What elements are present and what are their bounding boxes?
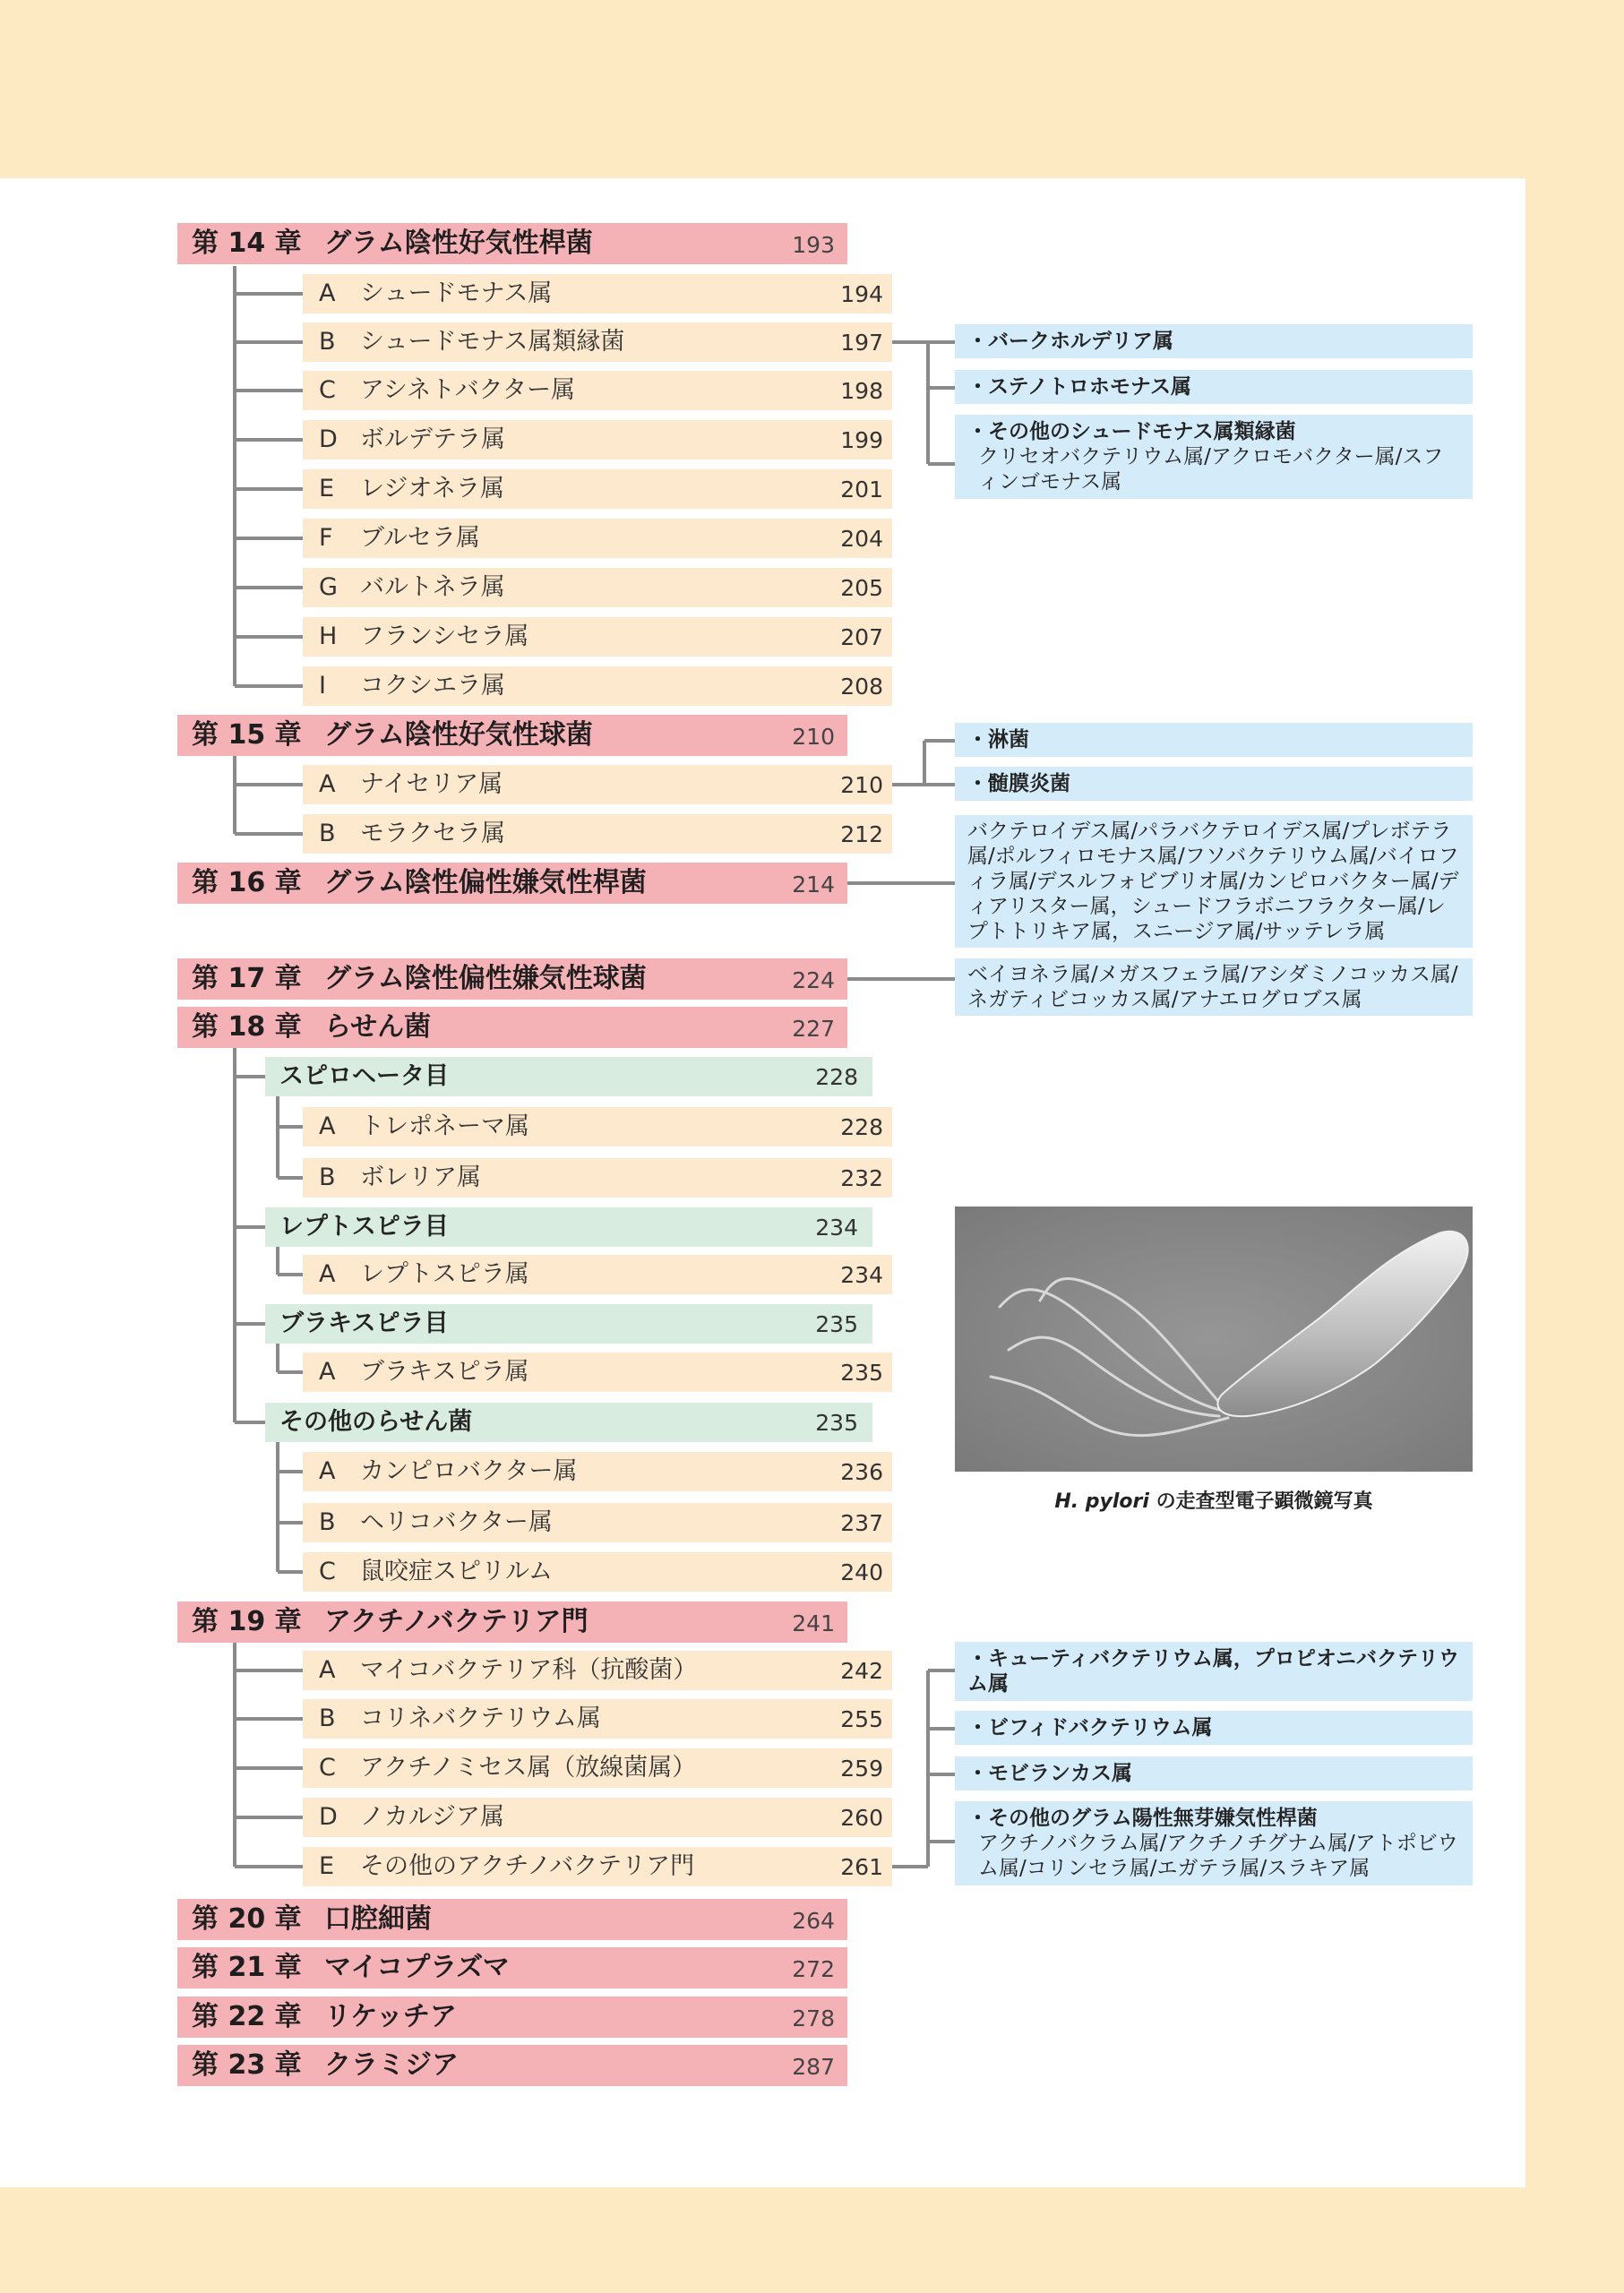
section-title: シュードモナス属 — [360, 279, 553, 307]
section-title: コクシエラ属 — [360, 672, 505, 700]
page-number: 228 — [840, 1114, 883, 1140]
chapter-title: グラム陰性偏性嫌気性球菌 — [324, 963, 647, 994]
page-number: 212 — [840, 821, 883, 847]
chapter-17-heading[interactable] — [177, 958, 847, 1000]
chapter-title: グラム陰性偏性嫌気性桿菌 — [324, 867, 647, 898]
caption-text: の走査型電子顕微鏡写真 — [1148, 1490, 1373, 1513]
chapter-14-heading[interactable] — [177, 223, 847, 264]
page-number: 237 — [840, 1510, 883, 1536]
page-number: 198 — [840, 378, 883, 404]
note-bifidobacterium — [955, 1711, 1473, 1745]
section-letter: I — [319, 672, 326, 700]
page-number: 210 — [792, 724, 835, 750]
note-heading: ・ステノトロホモナス属 — [967, 375, 1192, 399]
page-number: 240 — [840, 1559, 883, 1585]
chapter-22-heading[interactable] — [177, 1997, 847, 2038]
note-heading: ・バークホルデリア属 — [967, 330, 1173, 353]
section-entry[interactable] — [303, 617, 892, 657]
note-burkholderia — [955, 324, 1473, 358]
note-meningococcus — [955, 767, 1473, 801]
note-heading: ・淋菌 — [967, 728, 1029, 751]
note-mobiluncus — [955, 1756, 1473, 1791]
page-number: 236 — [840, 1459, 883, 1485]
section-title: 鼠咬症スピリルム — [360, 1558, 553, 1585]
section-title: モラクセラ属 — [360, 820, 505, 847]
chapter-title: アクチノバクテリア門 — [324, 1606, 589, 1637]
page-number: 278 — [792, 2005, 835, 2031]
section-title: ヘリコバクター属 — [360, 1508, 553, 1536]
order-title: その他のらせん菌 — [279, 1408, 473, 1436]
chapter-number: 第 16 章 — [192, 867, 302, 898]
section-letter: A — [319, 1260, 336, 1288]
note-anaerobic-rods — [955, 815, 1473, 948]
chapter-title: マイコプラズマ — [324, 1952, 510, 1983]
section-title: マイコバクテリア科（抗酸菌） — [360, 1656, 698, 1684]
order-leptospirales[interactable] — [265, 1207, 872, 1247]
page-number: 208 — [840, 674, 883, 700]
section-title: ボレリア属 — [360, 1164, 481, 1191]
page-number: 264 — [792, 1908, 835, 1934]
section-title: ブルセラ属 — [360, 524, 480, 552]
page-number: 194 — [840, 281, 883, 307]
section-entry[interactable] — [303, 469, 892, 509]
section-title: フランシセラ属 — [360, 623, 529, 650]
page-number: 232 — [840, 1165, 883, 1191]
section-entry[interactable] — [303, 1552, 892, 1592]
page-number: 260 — [840, 1805, 883, 1831]
note-heading: ・その他のグラム陽性無芽嫌気性桿菌 — [967, 1807, 1318, 1830]
chapter-19-heading[interactable] — [177, 1602, 847, 1643]
note-heading: ・モビランカス属 — [967, 1762, 1132, 1785]
page-number: 235 — [815, 1410, 858, 1436]
note-heading: ・キューティバクテリウム属，プロピオニバクテリウム属 — [967, 1647, 1460, 1696]
chapter-number: 第 17 章 — [192, 963, 302, 994]
note-other-pseudomonas-related — [955, 415, 1473, 499]
page-number: 287 — [792, 2054, 835, 2080]
section-entry[interactable] — [303, 1353, 892, 1392]
h-pylori-sem-photo — [955, 1207, 1473, 1472]
section-entry[interactable] — [303, 666, 892, 706]
chapter-title: グラム陰性好気性桿菌 — [324, 228, 593, 259]
section-title: ナイセリア属 — [360, 770, 503, 798]
section-letter: B — [319, 1508, 336, 1536]
chapter-number: 第 14 章 — [192, 228, 302, 259]
section-entry[interactable] — [303, 1847, 892, 1886]
section-letter: C — [319, 1754, 336, 1782]
section-title: レプトスピラ属 — [360, 1260, 529, 1288]
page-number: 207 — [840, 624, 883, 650]
chapter-number: 第 20 章 — [192, 1903, 302, 1935]
page-number: 204 — [840, 526, 883, 552]
page-number: 235 — [840, 1360, 883, 1386]
section-entry[interactable] — [303, 519, 892, 558]
page-number: 272 — [792, 1956, 835, 1982]
chapter-number: 第 19 章 — [192, 1606, 302, 1637]
chapter-title: グラム陰性好気性球菌 — [324, 719, 593, 751]
section-entry[interactable] — [303, 1748, 892, 1788]
order-other-spiral[interactable] — [265, 1403, 872, 1442]
section-title: バルトネラ属 — [360, 573, 505, 601]
photo-caption — [955, 1486, 1473, 1514]
page-number: 255 — [840, 1706, 883, 1732]
section-letter: C — [319, 376, 336, 404]
chapter-20-heading[interactable] — [177, 1899, 847, 1940]
chapter-number: 第 23 章 — [192, 2049, 302, 2081]
section-letter: B — [319, 820, 336, 847]
section-letter: H — [319, 623, 338, 650]
chapter-number: 第 22 章 — [192, 2001, 302, 2032]
section-entry[interactable] — [303, 765, 892, 804]
section-title: コリネバクテリウム属 — [360, 1705, 601, 1732]
page-number: 261 — [840, 1854, 883, 1880]
note-body: クリセオバクテリウム属/アクロモバクター属/スフィンゴモナス属 — [978, 445, 1444, 494]
section-title: アシネトバクター属 — [360, 376, 576, 404]
section-letter: B — [319, 1705, 336, 1732]
note-heading: ・ビフィドバクテリウム属 — [967, 1716, 1213, 1739]
page-number: 197 — [840, 330, 883, 356]
chapter-18-heading[interactable] — [177, 1007, 847, 1048]
note-body: ベイヨネラ属/メガスフェラ属/アシダミノコッカス属/ネガティビコッカス属/アナエログロブス属 — [967, 963, 1458, 1011]
section-title: ノカルジア属 — [360, 1803, 505, 1831]
section-entry[interactable] — [303, 371, 892, 410]
page-number: 241 — [792, 1610, 835, 1636]
chapter-21-heading[interactable] — [177, 1947, 847, 1988]
section-letter: E — [319, 475, 335, 502]
note-body: アクチノバクラム属/アクチノチグナム属/アトポビウム属/コリンセラ属/エガテラ属/スラキア属 — [978, 1832, 1458, 1880]
chapter-number: 第 18 章 — [192, 1011, 302, 1043]
section-entry[interactable] — [303, 1798, 892, 1837]
section-letter: C — [319, 1558, 336, 1585]
order-brachyspirales[interactable] — [265, 1304, 872, 1344]
section-letter: A — [319, 1112, 336, 1140]
section-letter: B — [319, 328, 336, 356]
section-entry[interactable] — [303, 1651, 892, 1690]
chapter-title: 口腔細菌 — [324, 1903, 432, 1935]
section-entry[interactable] — [303, 1699, 892, 1739]
section-title: カンピロバクター属 — [360, 1457, 578, 1485]
section-entry[interactable] — [303, 420, 892, 459]
section-title: トレポネーマ属 — [360, 1112, 529, 1140]
page-number: 210 — [840, 772, 883, 798]
section-entry[interactable] — [303, 274, 892, 313]
page-number: 214 — [792, 872, 835, 897]
page-number: 234 — [840, 1262, 883, 1288]
section-entry[interactable] — [303, 322, 892, 362]
section-entry[interactable] — [303, 1158, 892, 1198]
section-letter: E — [319, 1852, 335, 1880]
note-heading: ・髄膜炎菌 — [967, 772, 1070, 795]
order-title: レプトスピラ目 — [279, 1213, 449, 1241]
section-letter: G — [319, 573, 338, 601]
chapter-number: 第 21 章 — [192, 1952, 302, 1983]
section-letter: B — [319, 1164, 336, 1191]
page-number: 259 — [840, 1756, 883, 1782]
section-entry[interactable] — [303, 1503, 892, 1542]
chapter-title: クラミジア — [324, 2049, 459, 2081]
section-letter: A — [319, 1457, 336, 1485]
note-other-gram-positive-anaerobes — [955, 1801, 1473, 1885]
section-entry[interactable] — [303, 1255, 892, 1294]
section-title: アクチノミセス属（放線菌属） — [360, 1754, 697, 1782]
page-number: 224 — [792, 967, 835, 993]
order-spirochaetales[interactable] — [265, 1057, 872, 1096]
section-title: ボルデテラ属 — [360, 425, 505, 453]
section-title: ブラキスピラ属 — [360, 1358, 529, 1386]
note-cutibacterium — [955, 1642, 1473, 1701]
page-number: 193 — [792, 232, 835, 258]
section-title: レジオネラ属 — [360, 475, 505, 502]
note-body: バクテロイデス属/パラバクテロイデス属/プレボテラ属/ポルフィロモナス属/フソバクテリウム属/バイロフィラ属/デスルフォビブリオ属/カンピロバクター属/ディアリスター属，シュードフラボニフラクター属/レプトトリキア属，スニージア属/サッテレラ属 — [967, 820, 1459, 943]
section-letter: A — [319, 279, 336, 307]
section-letter: A — [319, 1358, 336, 1386]
section-entry[interactable] — [303, 568, 892, 607]
page-number: 205 — [840, 575, 883, 601]
bacterium-illustration — [955, 1207, 1473, 1472]
section-entry[interactable] — [303, 814, 892, 854]
section-letter: D — [319, 1803, 338, 1831]
caption-species: H. pylori — [1054, 1490, 1149, 1513]
order-title: ブラキスピラ目 — [279, 1310, 449, 1337]
section-entry[interactable] — [303, 1107, 892, 1146]
section-letter: D — [319, 425, 338, 453]
note-anaerobic-cocci — [955, 958, 1473, 1016]
page-number: 201 — [840, 477, 883, 502]
note-stenotrophomonas — [955, 370, 1473, 404]
section-letter: A — [319, 1656, 336, 1684]
page-number: 234 — [815, 1215, 858, 1241]
page-number: 228 — [815, 1064, 858, 1090]
page-number: 235 — [815, 1311, 858, 1337]
section-title: その他のアクチノバクテリア門 — [360, 1852, 695, 1880]
page-number: 227 — [792, 1016, 835, 1042]
chapter-title: リケッチア — [324, 2001, 457, 2032]
page-number: 242 — [840, 1658, 883, 1684]
chapter-23-heading[interactable] — [177, 2045, 847, 2086]
note-gonococcus — [955, 723, 1473, 757]
section-entry[interactable] — [303, 1452, 892, 1491]
section-title: シュードモナス属類縁菌 — [360, 328, 625, 356]
section-letter: A — [319, 770, 336, 798]
page-number: 199 — [840, 427, 883, 453]
chapter-16-heading[interactable] — [177, 863, 847, 904]
chapter-number: 第 15 章 — [192, 719, 302, 751]
section-letter: F — [319, 524, 333, 552]
chapter-title: らせん菌 — [324, 1011, 432, 1043]
order-title: スピロヘータ目 — [279, 1062, 449, 1090]
note-heading: ・その他のシュードモナス属類縁菌 — [967, 420, 1296, 443]
chapter-15-heading[interactable] — [177, 715, 847, 756]
